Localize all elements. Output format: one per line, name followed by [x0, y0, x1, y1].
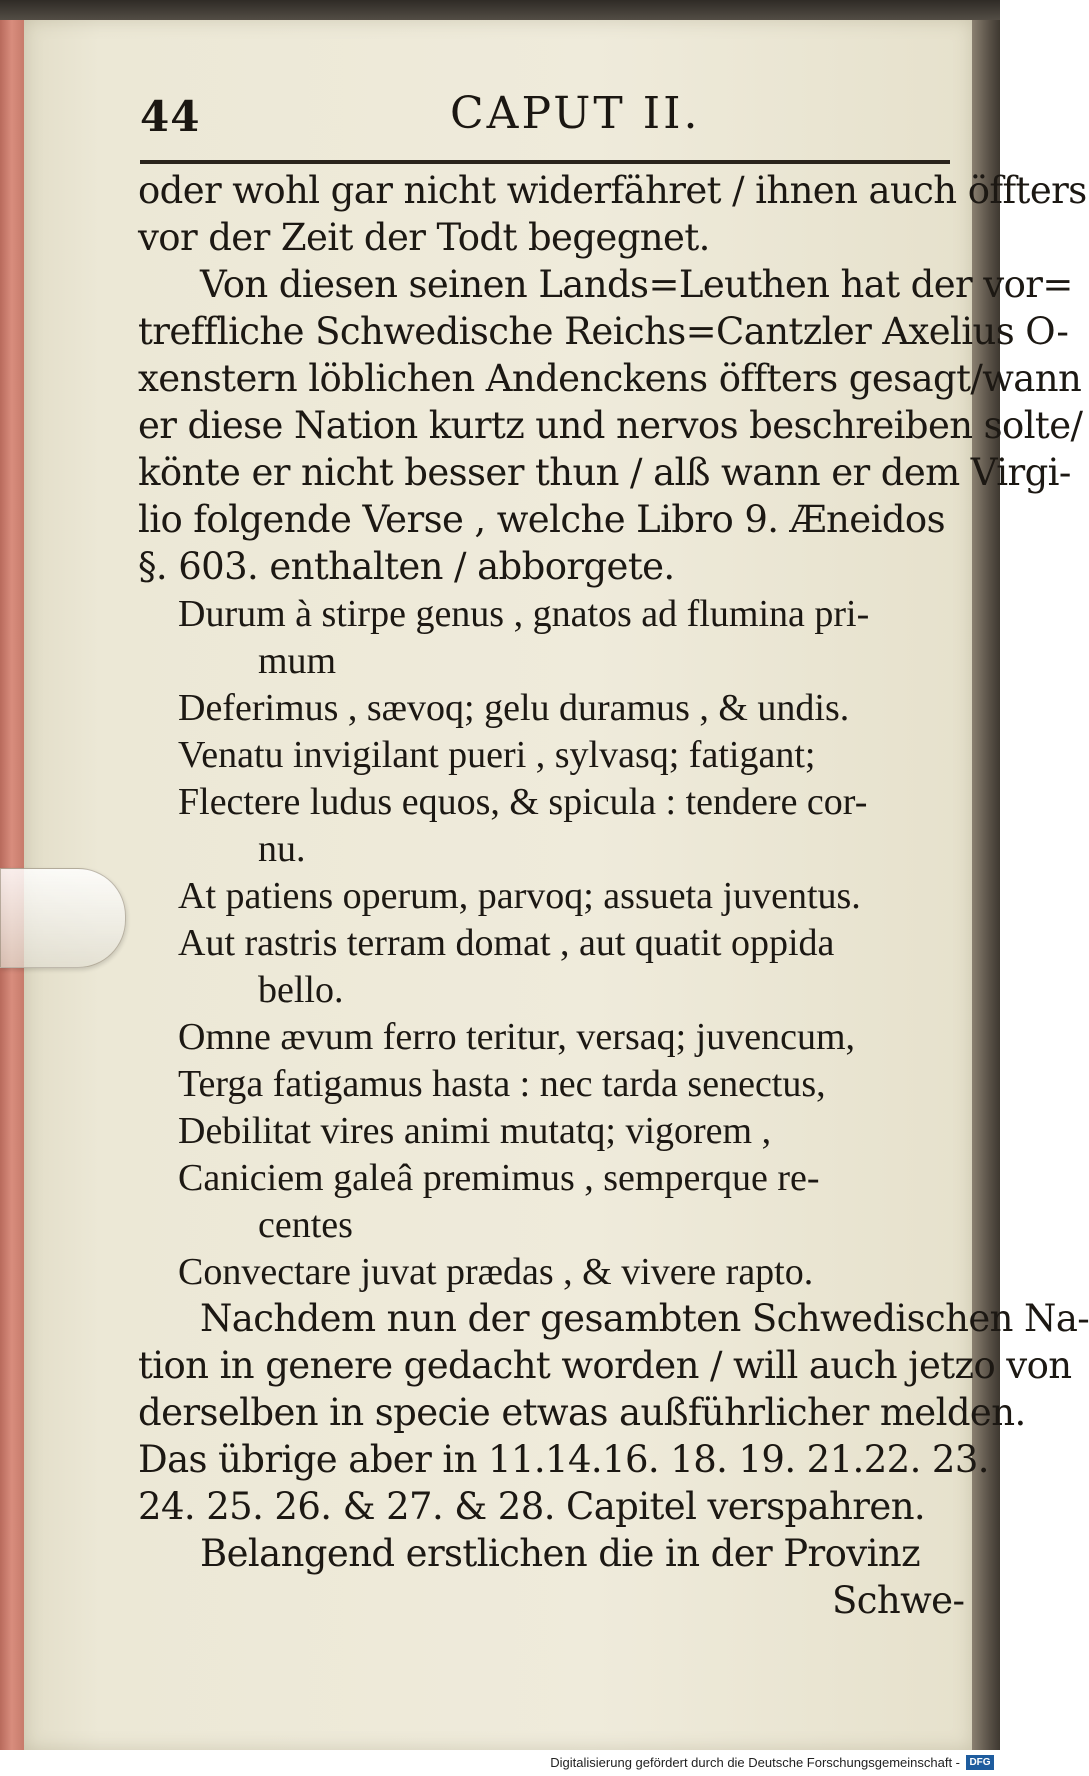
- page-number: 44: [140, 92, 201, 141]
- verse-line: Debilitat vires animi mutatq; vigorem ,: [178, 1110, 772, 1152]
- verse-line: bello.: [258, 969, 344, 1011]
- verse-line: Aut rastris terram domat , aut quatit oppida: [178, 922, 835, 964]
- text-line: Das übrige aber in 11.14.16. 18. 19. 21.22. 23.: [138, 1438, 989, 1481]
- text-line: §. 603. enthalten / abborgete.: [138, 545, 675, 588]
- text-line: könte er nicht besser thun / alß wann er dem Virgi-: [138, 451, 1071, 494]
- text-line: derselben in specie etwas außführlicher melden.: [138, 1391, 1026, 1434]
- verse-line: Omne ævum ferro teritur, versaq; juvencum,: [178, 1016, 856, 1058]
- text-line: Von diesen seinen Lands=Leuthen hat der vor=: [200, 263, 1073, 306]
- verse-line: Venatu invigilant pueri , sylvasq; fatigant;: [178, 734, 816, 776]
- footer-bar: [0, 1750, 1000, 1776]
- text-line: vor der Zeit der Todt begegnet.: [138, 216, 710, 259]
- verse-line: centes: [258, 1204, 353, 1246]
- dfg-logo-icon: DFG: [966, 1755, 994, 1770]
- catchword: Schwe-: [832, 1579, 965, 1622]
- text-line: lio folgende Verse , welche Libro 9. Æneidos: [138, 498, 945, 541]
- verse-line: Flectere ludus equos, & spicula : tendere cor-: [178, 781, 868, 823]
- verse-line: Durum à stirpe genus , gnatos ad flumina pri-: [178, 593, 870, 635]
- verse-line: Terga fatigamus hasta : nec tarda senectus,: [178, 1063, 826, 1105]
- page-clip-tab: [0, 868, 126, 968]
- text-line: oder wohl gar nicht widerfähret / ihnen auch öffters: [138, 169, 1087, 212]
- text-line: Belangend erstlichen die in der Provinz: [200, 1532, 920, 1575]
- text-line: er diese Nation kurtz und nervos beschreiben solte/: [138, 404, 1083, 447]
- text-line: 24. 25. 26. & 27. & 28. Capitel verspahren.: [138, 1485, 926, 1528]
- text-line: xenstern löblichen Andenckens öffters gesagt/wann: [138, 357, 1082, 400]
- verse-line: nu.: [258, 828, 306, 870]
- verse-line: Deferimus , sævoq; gelu duramus , & undis.: [178, 687, 850, 729]
- text-line: Nachdem nun der gesambten Schwedischen Na-: [200, 1297, 1089, 1340]
- chapter-heading: CAPUT II.: [450, 88, 701, 139]
- text-line: tion in genere gedacht worden / will auch jetzo von: [138, 1344, 1072, 1387]
- text-line: treffliche Schwedische Reichs=Cantzler Axelius O-: [138, 310, 1069, 353]
- verse-line: Caniciem galeâ premimus , semperque re-: [178, 1157, 820, 1199]
- footer-credit: Digitalisierung gefördert durch die Deutsche Forschungsgemeinschaft -: [550, 1755, 960, 1770]
- header-rule: [140, 160, 950, 164]
- verse-line: At patiens operum, parvoq; assueta juventus.: [178, 875, 861, 917]
- page-header: [140, 84, 950, 154]
- verse-line: mum: [258, 640, 337, 682]
- verse-line: Convectare juvat prædas , & vivere rapto.: [178, 1251, 814, 1293]
